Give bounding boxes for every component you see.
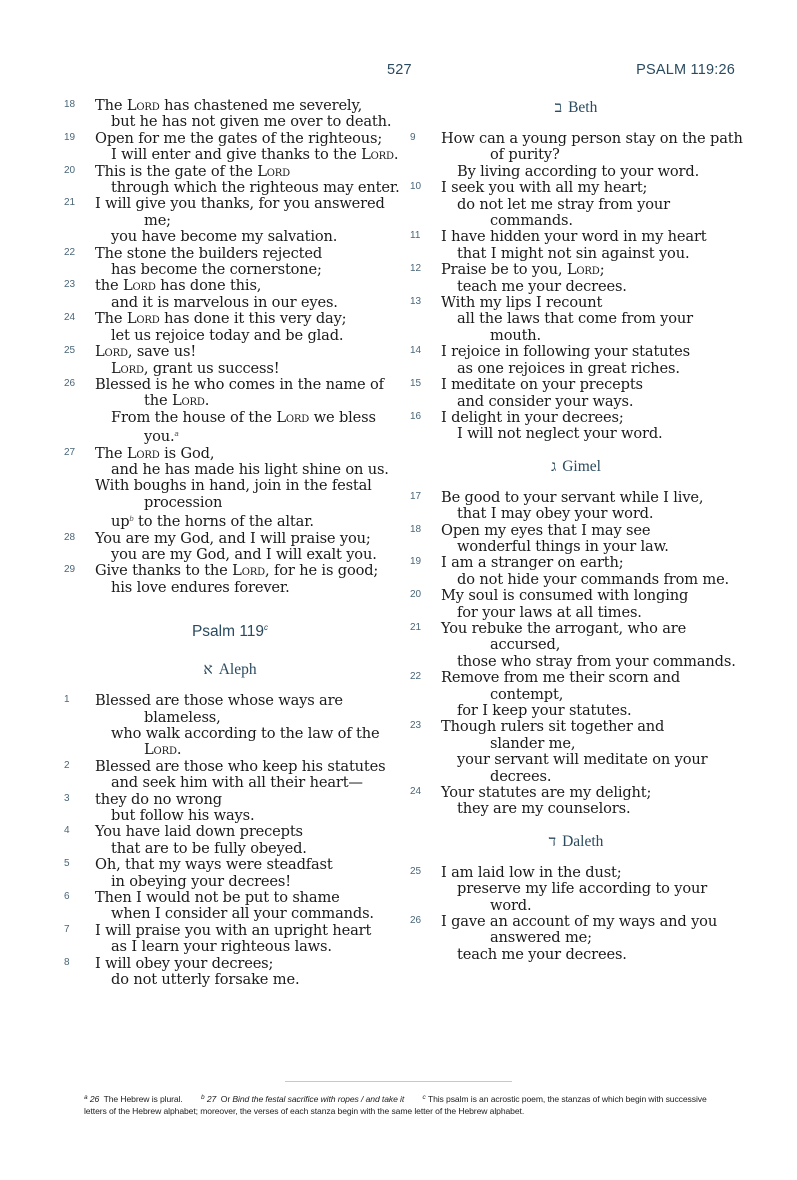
verse-line: The Lord is God, — [95, 444, 215, 462]
verse-number: 14 — [410, 345, 422, 357]
verse-number: 29 — [64, 564, 76, 576]
verse — [406, 588, 746, 621]
verse-line: you.$^a$ — [144, 428, 179, 446]
verse-number: 4 — [64, 825, 70, 837]
verse-line: teach me your decrees. — [457, 277, 627, 295]
divine-name: Lord — [144, 741, 177, 759]
verse-line: they do no wrong — [95, 790, 222, 808]
verse-line: Be good to your servant while I live, — [441, 488, 704, 506]
verse-line: Open my eyes that I may see — [441, 521, 651, 539]
verse-number: 25 — [64, 345, 76, 357]
verse-number: 7 — [64, 923, 70, 935]
verse-line: decrees. — [490, 767, 552, 785]
verse-number: 13 — [410, 296, 422, 308]
verse — [60, 531, 400, 564]
verse — [60, 824, 400, 857]
running-head: PSALM 119:26 — [636, 62, 735, 78]
verse-line: slander me, — [490, 734, 576, 752]
verse-line: but he has not given me over to death. — [111, 113, 392, 131]
verse-line: The stone the builders rejected — [95, 244, 323, 262]
verse-line: do not hide your commands from me. — [457, 570, 730, 588]
verse-line: for I keep your statutes. — [457, 702, 632, 719]
verse — [406, 262, 746, 295]
verse-number: 23 — [64, 279, 76, 291]
verse-number: 20 — [64, 164, 76, 176]
verse — [60, 246, 400, 279]
verse — [60, 923, 400, 956]
verse-line: With my lips I recount — [441, 294, 603, 312]
verse — [60, 693, 400, 759]
verse-line: do not utterly forsake me. — [111, 971, 300, 989]
verse — [406, 621, 746, 670]
verse-line: that I might not sin against you. — [457, 244, 690, 262]
verses-beth — [406, 131, 746, 443]
verse-number: 24 — [410, 786, 422, 798]
verse-line: You have laid down precepts — [95, 823, 303, 841]
verse-line: You are my God, and I will praise you; — [95, 529, 371, 547]
verse-line: I will not neglect your word. — [457, 425, 663, 443]
stanza-name: Beth — [568, 99, 598, 116]
verse-line: word. — [490, 896, 532, 914]
verse-line: those who stray from your commands. — [457, 652, 736, 670]
footnote-ref: 27 — [206, 1094, 217, 1104]
left-column — [60, 98, 400, 989]
verse-line: I will give you thanks, for you answered — [95, 195, 385, 213]
verse-line: as I learn your righteous laws. — [111, 938, 332, 956]
verse-line: your servant will meditate on your — [457, 751, 708, 769]
verse-line: This is the gate of the Lord — [95, 162, 291, 180]
verses-daleth — [406, 865, 746, 963]
verse-line: Give thanks to the Lord, for he is good; — [95, 562, 379, 580]
verse — [60, 131, 400, 164]
verse-line: I delight in your decrees; — [441, 408, 624, 426]
verse-line: in obeying your decrees! — [111, 872, 291, 890]
divine-name: Lord — [126, 310, 160, 328]
verse-number: 16 — [410, 410, 422, 422]
stanza-name: Daleth — [562, 832, 604, 850]
verse — [406, 490, 746, 523]
verse-line: Then I would not be put to shame — [95, 889, 340, 907]
verse-number: 28 — [64, 531, 76, 543]
verse-number: 19 — [64, 131, 76, 143]
verse-line: that I may obey your word. — [457, 505, 654, 523]
verse-line: Blessed are those whose ways are — [95, 692, 343, 710]
footnote-text: This psalm is an acrostic poem, the stanzas of which begin with successive letters of the Hebrew alphabet; moreover, the verses of each stanza begin with the same letter of the Hebrew alphabet. — [84, 1094, 707, 1116]
verse-line: do not let me stray from your — [457, 195, 670, 213]
verse-number: 25 — [410, 865, 422, 877]
verse-line: contempt, — [490, 685, 564, 703]
page-number: 527 — [387, 62, 412, 78]
verse — [60, 98, 400, 131]
verse-number: 24 — [64, 312, 76, 324]
verse — [60, 196, 400, 245]
verse-line: blameless, — [144, 708, 221, 726]
verse-line: Praise be to you, Lord; — [441, 261, 605, 279]
verse-line: procession — [144, 493, 223, 511]
hebrew-letter-daleth: ד — [548, 832, 557, 850]
verse-number: 17 — [410, 490, 422, 502]
verse — [406, 719, 746, 785]
stanza-heading-beth — [406, 98, 746, 118]
verse — [60, 890, 400, 923]
verse-line: you have become my salvation. — [111, 228, 338, 246]
verse-line: that are to be fully obeyed. — [111, 839, 307, 857]
footnote-text: The Hebrew is plural. — [103, 1094, 183, 1104]
verse — [60, 278, 400, 311]
stanza-heading-aleph — [60, 660, 400, 680]
verse-line: as one rejoices in great riches. — [457, 359, 680, 377]
footnote-ref: 26 — [89, 1094, 100, 1104]
verse-number: 12 — [410, 263, 422, 275]
verse-number: 21 — [64, 197, 76, 209]
verse — [406, 785, 746, 818]
divine-name: Lord — [126, 444, 160, 462]
stanza-heading-daleth — [406, 832, 746, 852]
footnote-marker: a — [84, 1094, 88, 1101]
divine-name: Lord — [171, 392, 205, 410]
verse-number: 15 — [410, 378, 422, 390]
verse-number: 5 — [64, 858, 70, 870]
verse-line: who walk according to the law of the — [111, 725, 380, 742]
verse — [406, 131, 746, 180]
verse-number: 18 — [64, 99, 76, 110]
verse-line: Open for me the gates of the righteous; — [95, 129, 383, 147]
verse-line: of purity? — [490, 146, 560, 164]
divine-name: Lord — [126, 97, 160, 114]
verse-line: has become the cornerstone; — [111, 261, 322, 279]
psalm-title — [60, 618, 400, 642]
verse — [60, 792, 400, 825]
verses-aleph — [60, 693, 400, 988]
verse-line: Lord, save us! — [95, 343, 197, 361]
verse — [406, 670, 746, 719]
verse-line: mouth. — [490, 326, 542, 344]
verse-line: With boughs in hand, join in the festal — [95, 477, 372, 495]
verse-line: The Lord has chastened me severely, — [95, 97, 363, 114]
verse-line: you are my God, and I will exalt you. — [111, 545, 377, 563]
verse-line: Though rulers sit together and — [441, 718, 665, 736]
verse-line: How can a young person stay on the path — [441, 130, 743, 147]
verse-number: 11 — [410, 230, 421, 242]
footnotes — [84, 1092, 724, 1117]
verse — [60, 344, 400, 377]
verse-line: and seek him with all their heart— — [111, 774, 363, 792]
verse — [406, 914, 746, 963]
verse-number: 19 — [410, 556, 422, 568]
verse-line: for your laws at all times. — [457, 603, 642, 621]
divine-name: Lord — [95, 343, 128, 361]
stanza-name: Gimel — [562, 457, 601, 475]
verse-line: the Lord has done this, — [95, 277, 262, 295]
verse-number: 23 — [410, 720, 422, 732]
stanza-name: Aleph — [218, 661, 257, 679]
footnote-text-italic: Bind the festal sacrifice with ropes / and take it — [232, 1094, 405, 1104]
verse-line: I have hidden your word in my heart — [441, 228, 707, 246]
verse-number: 27 — [64, 446, 76, 458]
verse-line: when I consider all your commands. — [111, 905, 374, 923]
footnote-b — [201, 1094, 406, 1104]
psalm-title-footnote-marker[interactable]: c — [264, 623, 269, 633]
verse — [406, 180, 746, 229]
divine-name: Lord — [257, 162, 291, 180]
verse-number: 10 — [410, 181, 422, 193]
verse-line: they are my counselors. — [457, 800, 631, 818]
footnote-a — [84, 1094, 185, 1104]
verse-line: let us rejoice today and be glad. — [111, 326, 344, 344]
verse-line: Blessed are those who keep his statutes — [95, 757, 386, 775]
verse — [60, 956, 400, 989]
verse-number: 20 — [410, 589, 422, 601]
stanza-heading-gimel — [406, 457, 746, 477]
verse-line: his love endures forever. — [111, 578, 290, 596]
verse-number: 9 — [410, 132, 416, 143]
footnote-divider — [285, 1081, 512, 1082]
verse-line: me; — [144, 211, 171, 229]
verse-number: 21 — [410, 621, 422, 633]
verse-line: Lord, grant us success! — [111, 359, 280, 377]
verse-line: I rejoice in following your statutes — [441, 343, 690, 361]
divine-name: Lord — [276, 408, 310, 426]
divine-name: Lord — [111, 359, 144, 377]
footnote-marker[interactable]: b — [129, 514, 134, 524]
verse-number: 22 — [410, 671, 422, 683]
verse-line: preserve my life according to your — [457, 880, 708, 898]
verse-number: 2 — [64, 759, 70, 771]
verse — [406, 377, 746, 410]
verse-line: I will praise you with an upright heart — [95, 921, 372, 939]
verse-line: up$^b$ to the horns of the altar. — [111, 513, 314, 531]
verse-line: answered me; — [490, 929, 592, 947]
verse-line: I seek you with all my heart; — [441, 179, 648, 197]
verse-number: 3 — [64, 792, 70, 804]
verse-line: Your statutes are my delight; — [441, 784, 652, 802]
divine-name: Lord — [361, 146, 394, 164]
verse — [60, 311, 400, 344]
footnote-text-prefix: Or — [220, 1094, 233, 1104]
verse — [60, 164, 400, 197]
verse — [60, 377, 400, 446]
divine-name: Lord — [122, 277, 156, 295]
verse-line: Remove from me their scorn and — [441, 669, 681, 687]
verse — [406, 410, 746, 443]
right-column — [406, 98, 746, 963]
verse — [406, 865, 746, 914]
verse — [406, 344, 746, 377]
verse — [406, 229, 746, 262]
verse — [60, 759, 400, 792]
verse-number: 18 — [410, 523, 422, 535]
verse-line: wonderful things in your law. — [457, 537, 669, 555]
divine-name: Lord — [232, 562, 266, 580]
verse-number: 1 — [64, 694, 70, 706]
footnote-marker: c — [422, 1094, 426, 1101]
verse-number: 26 — [64, 377, 76, 389]
divine-name: Lord — [566, 261, 600, 279]
verse — [406, 295, 746, 344]
hebrew-letter-aleph: א — [203, 661, 213, 679]
verse-number: 22 — [64, 246, 76, 258]
verse-line: You rebuke the arrogant, who are — [441, 619, 687, 637]
psalm-title-text: Psalm 119 — [191, 623, 265, 641]
verse-line: From the house of the Lord we bless — [111, 408, 376, 426]
verse-number: 26 — [410, 915, 422, 927]
verse-line: teach me your decrees. — [457, 945, 627, 963]
verse-line: through which the righteous may enter. — [111, 179, 400, 197]
verse-line: and it is marvelous in our eyes. — [111, 293, 338, 311]
verse-line: I am laid low in the dust; — [441, 863, 622, 881]
hebrew-letter-gimel: ג — [551, 457, 557, 475]
verse-line: By living according to your word. — [457, 162, 700, 180]
verses-gimel — [406, 490, 746, 818]
verse-line: but follow his ways. — [111, 807, 255, 825]
footnote-marker[interactable]: a — [174, 429, 179, 439]
verse — [60, 563, 400, 596]
verse-line: and he has made his light shine on us. — [111, 460, 389, 478]
verse-line: I will obey your decrees; — [95, 954, 274, 972]
verse-number: 6 — [64, 891, 70, 903]
verse-line: the Lord. — [144, 392, 210, 410]
verse-line: The Lord has done it this very day; — [95, 310, 347, 328]
hebrew-letter-beth: ב — [554, 99, 563, 116]
verse-line: all the laws that come from your — [457, 310, 693, 328]
verse — [406, 523, 746, 556]
verse-line: I am a stranger on earth; — [441, 554, 624, 572]
verse-line: Lord. — [144, 741, 182, 759]
verse — [60, 446, 400, 531]
verse — [406, 555, 746, 588]
footnote-marker: b — [201, 1094, 205, 1101]
verses-psalm-118 — [60, 98, 400, 596]
verse-line: I will enter and give thanks to the Lord. — [111, 146, 399, 164]
verse-line: and consider your ways. — [457, 392, 634, 410]
verse-line: Oh, that my ways were steadfast — [95, 856, 333, 874]
verse-line: I meditate on your precepts — [441, 376, 643, 394]
verse-line: I gave an account of my ways and you — [441, 913, 718, 931]
verse-line: accursed, — [490, 636, 561, 654]
verse-line: My soul is consumed with longing — [441, 587, 689, 605]
verse-line: Blessed is he who comes in the name of — [95, 375, 384, 393]
verse — [60, 857, 400, 890]
verse-number: 8 — [64, 956, 70, 968]
verse-line: commands. — [490, 212, 573, 230]
